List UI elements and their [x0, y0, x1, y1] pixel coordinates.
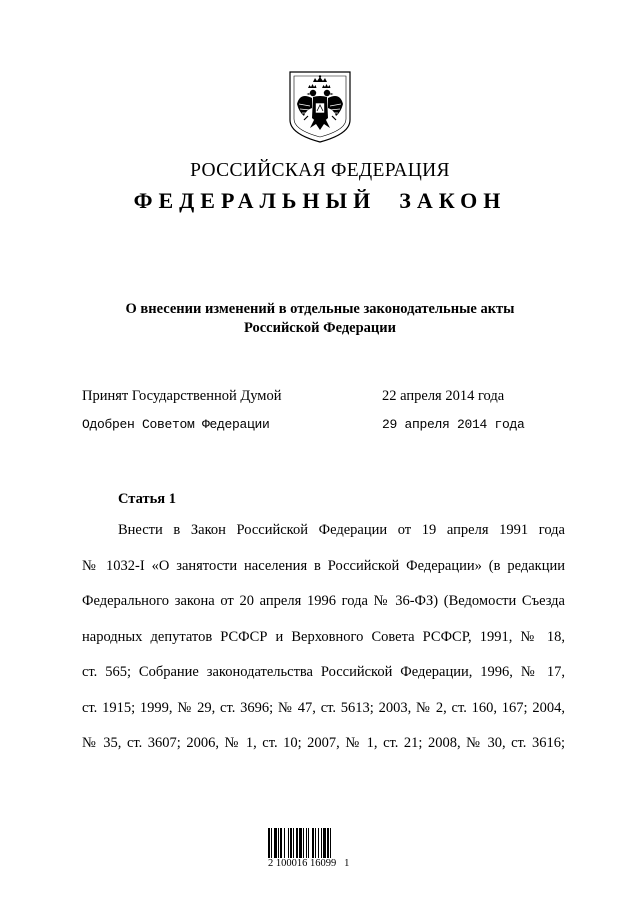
adoption-label: Принят Государственной Думой: [82, 388, 282, 404]
country-name: РОССИЙСКАЯ ФЕДЕРАЦИЯ: [190, 160, 450, 181]
article-body: [82, 522, 565, 771]
body-line: № 35, ст. 3607; 2006, № 1, ст. 10; 2007, № 1, ст. 21; 2008, № 30, ст. 3616;: [82, 735, 565, 751]
body-line: № 1032-I «О занятости населения в Российской Федерации» (в редакции: [82, 557, 565, 574]
law-type-heading: ФЕДЕРАЛЬНЫЙ ЗАКОН: [133, 188, 507, 213]
article-heading: Статья 1: [118, 491, 176, 507]
body-line: народных депутатов РСФСР и Верховного Совета РСФСР, 1991, № 18,: [82, 628, 565, 645]
coat-of-arms-emblem: [286, 68, 354, 144]
body-line: ст. 1915; 1999, № 29, ст. 3696; № 47, ст. 5613; 2003, № 2, ст. 160, 167; 2004,: [82, 699, 565, 716]
adoption-label: Одобрен Советом Федерации: [82, 417, 270, 432]
barcode-icon: [268, 828, 354, 858]
adoption-date: 22 апреля 2014 года: [382, 388, 505, 404]
law-title-line: О внесении изменений в отдельные законодательные акты: [125, 301, 515, 317]
law-title: [0, 300, 640, 338]
body-line: Федерального закона от 20 апреля 1996 года № 36-ФЗ) (Ведомости Съезда: [82, 593, 565, 609]
body-line: ст. 565; Собрание законодательства Российской Федерации, 1996, № 17,: [82, 664, 565, 680]
law-title-line: Российской Федерации: [243, 320, 396, 336]
adoption-date: 29 апреля 2014 года: [382, 417, 525, 432]
body-line: Внести в Закон Российской Федерации от 19 апреля 1991 года: [118, 522, 565, 538]
barcode-number: 2 100016 16099 1: [268, 858, 350, 869]
